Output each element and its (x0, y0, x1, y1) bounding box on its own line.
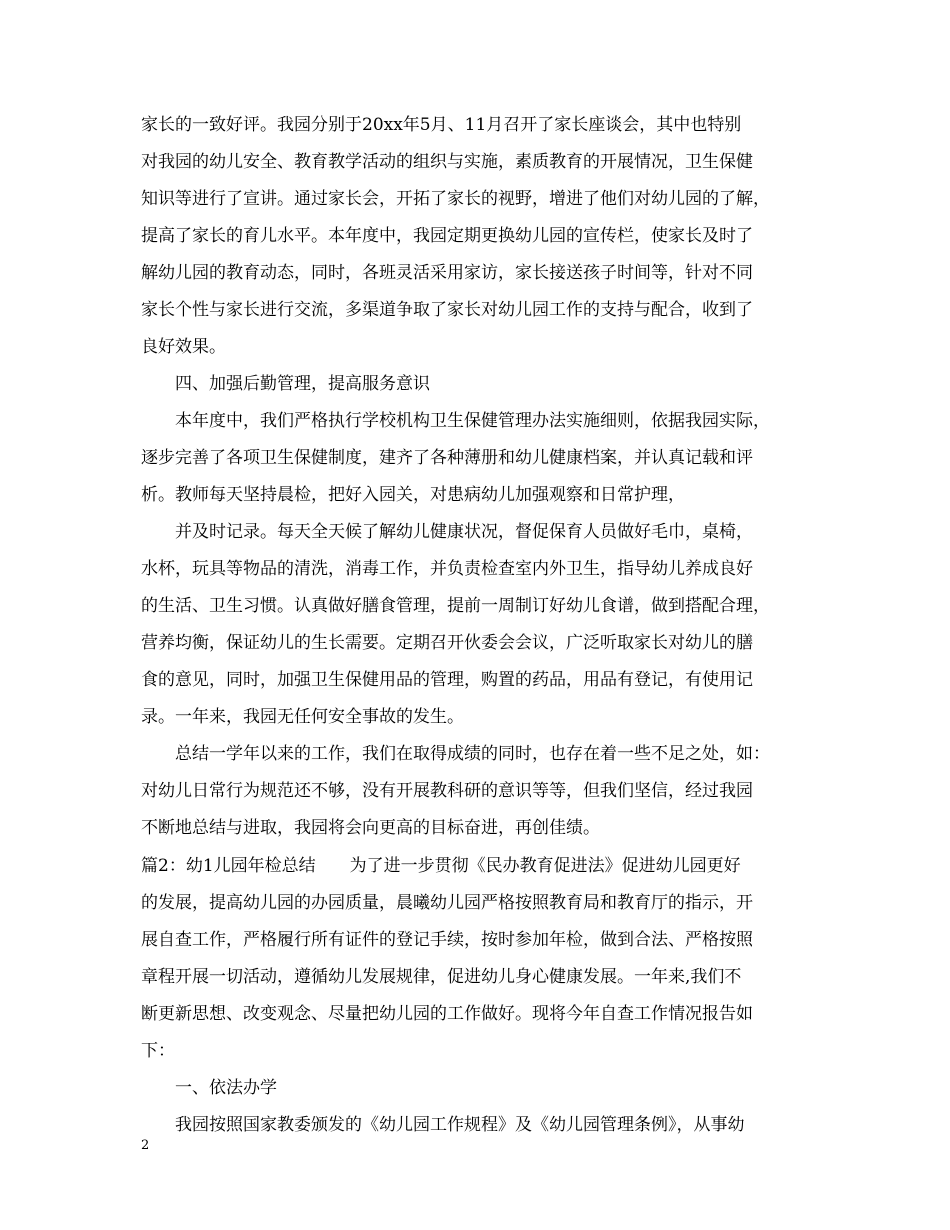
text-line: 四、加强后勤管理，提高服务意识 (175, 374, 430, 394)
text-line: 的发展，提高幼儿园的办园质量，晨曦幼儿园严格按照教育局和教育厅的指示，开 (141, 893, 753, 913)
text-line: 章程开展一切活动，遵循幼儿发展规律，促进幼儿身心健康发展。一年来,我们不 (141, 967, 742, 987)
text-line: 知识等进行了宣讲。通过家长会，开拓了家长的视野，增进了他们对幼儿园的了解， (141, 189, 770, 209)
text-line: 的生活、卫生习惯。认真做好膳食管理，提前一周制订好幼儿食谱，做到搭配合理， (141, 596, 770, 616)
text-line: 营养均衡，保证幼儿的生长需要。定期召开伙委会会议，广泛听取家长对幼儿的膳 (141, 633, 753, 653)
text-line: 本年度中，我们严格执行学校机构卫生保健管理办法实施细则，依据我园实际， (175, 411, 770, 431)
page-number: 2 (141, 1138, 150, 1153)
text-line: 不断地总结与进取，我园将会向更高的目标奋进，再创佳绩。 (141, 818, 600, 838)
text-line: 下： (141, 1041, 175, 1061)
text-line: 篇2：幼1儿园年检总结 为了进一步贯彻《民办教育促进法》促进幼儿园更好 (141, 856, 741, 876)
text-line: 一、依法办学 (175, 1078, 277, 1098)
text-line: 并及时记录。每天全天候了解幼儿健康状况，督促保育人员做好毛巾，桌椅， (175, 522, 753, 542)
text-line: 我园按照国家教委颁发的《幼儿园工作规程》及《幼儿园管理条例》，从事幼 (175, 1115, 745, 1135)
text-line: 家长的一致好评。我园分别于20xx年5月、11月召开了家长座谈会，其中也特别 (141, 115, 742, 135)
text-line: 解幼儿园的教育动态，同时，各班灵活采用家访，家长接送孩子时间等，针对不同 (141, 263, 753, 283)
text-line: 水杯，玩具等物品的清洗，消毒工作，并负责检查室内外卫生，指导幼儿养成良好 (141, 559, 753, 579)
text-line: 展自查工作，严格履行所有证件的登记手续，按时参加年检，做到合法、严格按照 (141, 930, 753, 950)
text-line: 家长个性与家长进行交流，多渠道争取了家长对幼儿园工作的支持与配合，收到了 (141, 300, 753, 320)
text-line: 逐步完善了各项卫生保健制度，建齐了各种薄册和幼儿健康档案，并认真记载和评 (141, 448, 753, 468)
text-line: 提高了家长的育儿水平。本年度中，我园定期更换幼儿园的宣传栏，使家长及时了 (141, 226, 753, 246)
text-line: 良好效果。 (141, 337, 226, 357)
text-line: 对我园的幼儿安全、教育教学活动的组织与实施，素质教育的开展情况，卫生保健 (141, 152, 753, 172)
text-line: 对幼儿日常行为规范还不够，没有开展教科研的意识等等，但我们坚信，经过我园 (141, 781, 753, 801)
text-line: 断更新思想、改变观念、尽量把幼儿园的工作做好。现将今年自查工作情况报告如 (141, 1004, 753, 1024)
text-line: 食的意见，同时，加强卫生保健用品的管理，购置的药品，用品有登记，有使用记 (141, 670, 753, 690)
text-line: 析。教师每天坚持晨检，把好入园关，对患病幼儿加强观察和日常护理， (141, 485, 685, 505)
text-line: 总结一学年以来的工作，我们在取得成绩的同时，也存在着一些不足之处，如： (175, 744, 770, 764)
text-line: 录。一年来，我园无任何安全事故的发生。 (141, 707, 464, 727)
